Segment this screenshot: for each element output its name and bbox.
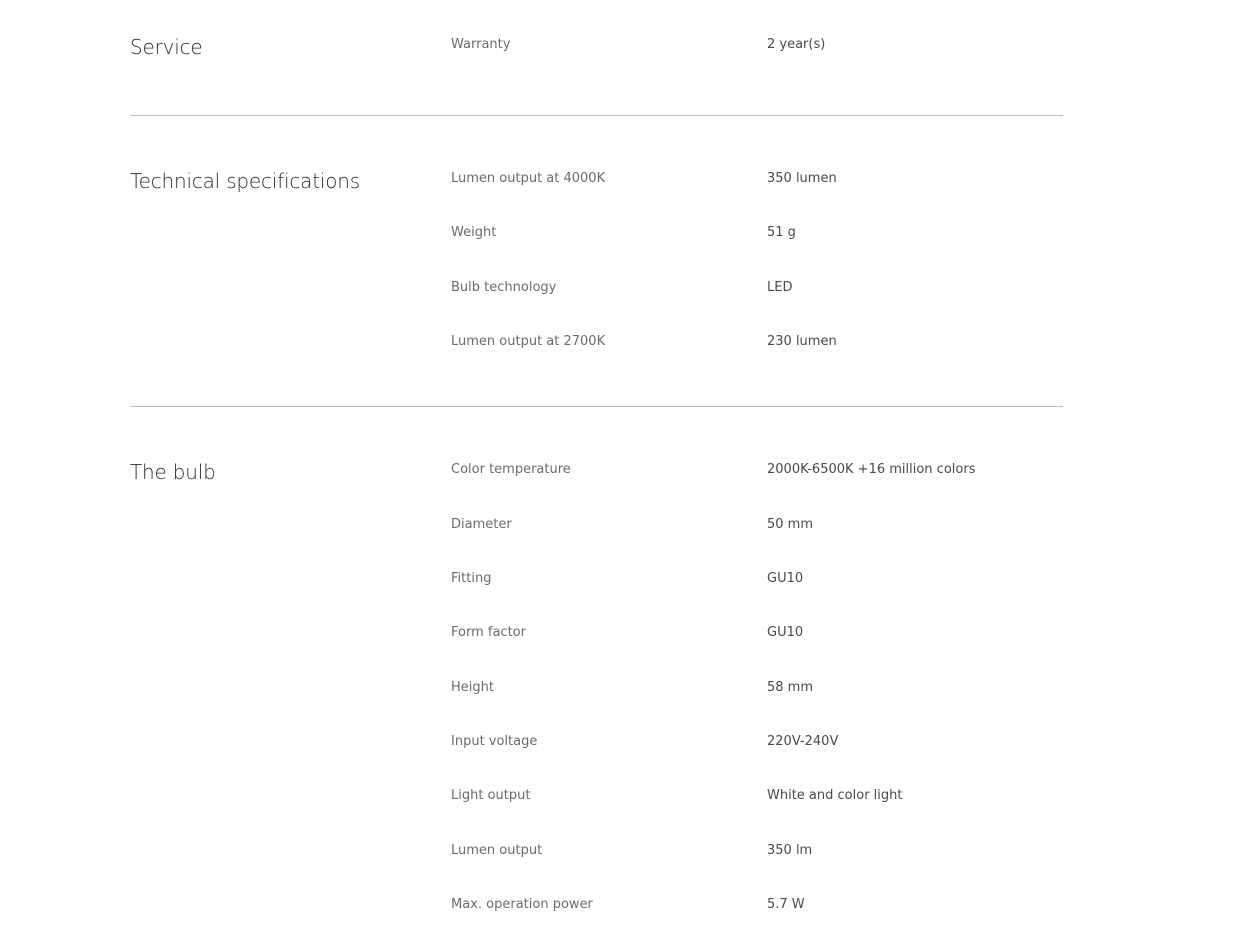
spec-row-diameter — [451, 517, 1063, 537]
spec-row-color-temperature — [451, 462, 1063, 482]
spec-label: Height — [451, 680, 494, 695]
spec-value: 2 year(s) — [767, 37, 826, 52]
spec-label: Color temperature — [451, 462, 571, 477]
section-title: Technical specifications — [130, 169, 360, 193]
spec-label: Weight — [451, 225, 497, 240]
spec-row-height — [451, 680, 1063, 700]
section-divider — [130, 115, 1063, 116]
section-title: The bulb — [130, 460, 216, 484]
spec-value: 2000K-6500K +16 million colors — [767, 462, 976, 477]
spec-row-form-factor — [451, 625, 1063, 645]
spec-row-lumen-output-4000k — [451, 171, 1063, 191]
spec-value: 51 g — [767, 225, 796, 240]
section-divider — [130, 406, 1063, 407]
spec-label: Diameter — [451, 517, 512, 532]
spec-label: Form factor — [451, 625, 526, 640]
spec-value: 230 lumen — [767, 334, 837, 349]
section-title: Service — [130, 35, 203, 59]
spec-row-light-output — [451, 788, 1063, 808]
spec-row-warranty — [451, 37, 1063, 57]
spec-row-lumen-output-2700k — [451, 334, 1063, 354]
spec-label: Fitting — [451, 571, 492, 586]
spec-label: Warranty — [451, 37, 511, 52]
spec-row-lumen-output — [451, 843, 1063, 863]
spec-row-weight — [451, 225, 1063, 245]
spec-label: Light output — [451, 788, 531, 803]
spec-row-input-voltage — [451, 734, 1063, 754]
spec-row-bulb-technology — [451, 280, 1063, 300]
spec-label: Lumen output — [451, 843, 543, 858]
spec-value: 50 mm — [767, 517, 814, 532]
spec-value: GU10 — [767, 571, 804, 586]
spec-label: Max. operation power — [451, 897, 593, 912]
spec-label: Lumen output at 2700K — [451, 334, 606, 349]
spec-label: Bulb technology — [451, 280, 557, 295]
spec-label: Lumen output at 4000K — [451, 171, 606, 186]
spec-value: LED — [767, 280, 793, 295]
spec-value: 220V-240V — [767, 734, 839, 749]
spec-value: White and color light — [767, 788, 903, 803]
spec-row-fitting — [451, 571, 1063, 591]
spec-value: 58 mm — [767, 680, 814, 695]
spec-value: 5.7 W — [767, 897, 805, 912]
spec-value: 350 lumen — [767, 171, 837, 186]
spec-row-max-operation-power — [451, 897, 1063, 917]
spec-value: GU10 — [767, 625, 804, 640]
spec-label: Input voltage — [451, 734, 538, 749]
spec-value: 350 lm — [767, 843, 813, 858]
